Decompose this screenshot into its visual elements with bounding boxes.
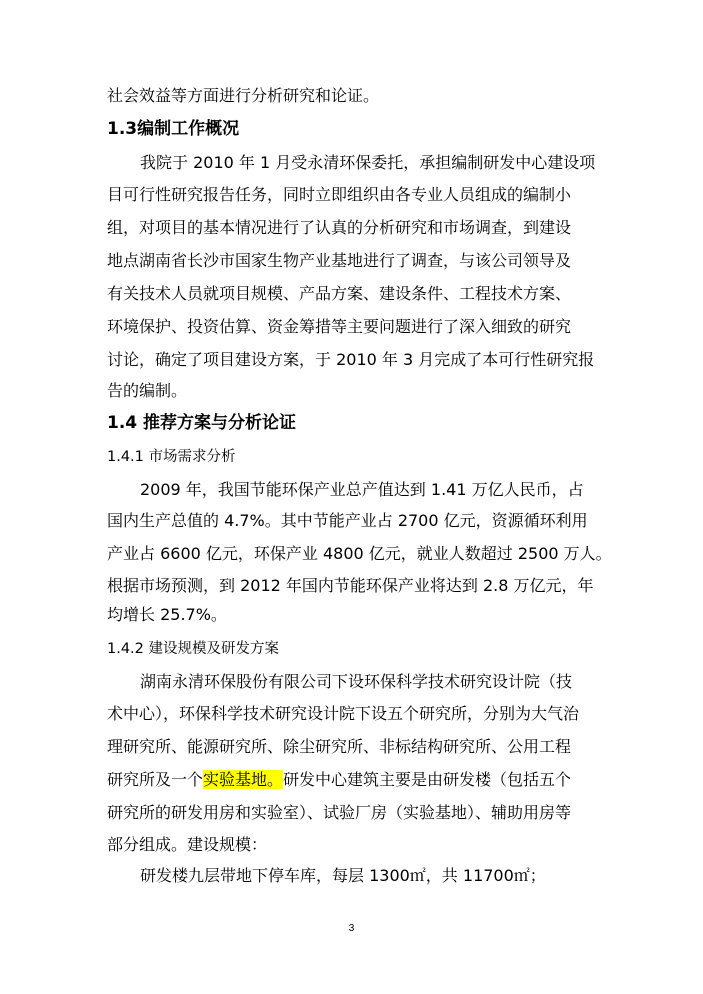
subsection-heading-1-4-1: 1.4.1 市场需求分析 [107,449,236,465]
body-text-line: 社会效益等方面进行分析研究和论证。 [107,86,380,105]
body-text-line: 组，对项目的基本情况进行了认真的分析研究和市场调查，到建设 [107,218,572,237]
body-text-line: 理研究所、能源研究所、除尘研究所、非标结构研究所、公用工程 [107,737,572,756]
highlighted-text: 实验基地。 [203,770,284,789]
body-text-line: 研发楼九层带地下停车库，每层 1300㎡，共 11700㎡； [140,866,546,885]
subsection-heading-1-4-2: 1.4.2 建设规模及研发方案 [107,641,280,657]
body-text-line: 讨论，确定了项目建设方案，于 2010 年 3 月完成了本可行性研究报 [107,350,595,369]
body-text-line: 地点湖南省长沙市国家生物产业基地进行了调查，与该公司领导及 [107,251,572,270]
body-text-line: 术中心），环保科学技术研究设计院下设五个研究所，分别为大气治 [107,704,580,723]
page-number: 3 [348,923,355,934]
body-text-line: 环境保护、投资估算、资金筹措等主要问题进行了深入细致的研究 [107,317,572,336]
body-text-line: 我院于 2010 年 1 月受永清环保委托，承担编制研发中心建设项 [140,153,596,172]
body-text-line: 均增长 25.7%。 [107,605,227,624]
body-text-line: 国内生产总值的 4.7%。其中节能产业占 2700 亿元，资源循环利用 [107,511,588,530]
body-text-line-highlighted [107,770,571,790]
body-text-line: 告的编制。 [107,381,188,400]
body-text-line: 根据市场预测，到 2012 年国内节能环保产业将达到 2.8 万亿元，年 [107,576,594,595]
body-text-line: 研究所的研发用房和实验室）、试验厂房（实验基地）、辅助用房等 [107,803,572,822]
body-text-line: 部分组成。建设规模： [107,835,268,854]
section-heading-1-4: 1.4 推荐方案与分析论证 [107,413,297,433]
body-text-line: 目可行性研究报告任务，同时立即组织由各专业人员组成的编制小 [107,185,572,204]
section-heading-1-3: 1.3编制工作概况 [107,119,240,139]
body-text-line: 2009 年，我国节能环保产业总产值达到 1.41 万亿人民币，占 [140,480,584,499]
body-text-line: 产业占 6600 亿元，环保产业 4800 亿元，就业人数超过 2500 万人。 [107,544,612,563]
text-segment: 研发中心建筑主要是由研发楼（包括五个 [283,770,572,789]
body-text-line: 有关技术人员就项目规模、产品方案、建设条件、工程技术方案、 [107,284,572,303]
body-text-line: 湖南永清环保股份有限公司下设环保科学技术研究设计院（技 [140,672,573,691]
text-segment: 研究所及一个 [107,770,204,789]
